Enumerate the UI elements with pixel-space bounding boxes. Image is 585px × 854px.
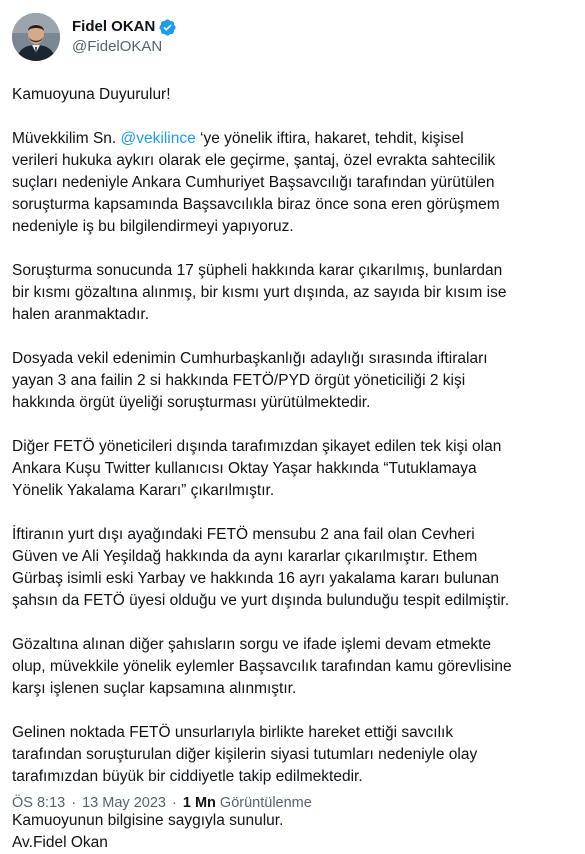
tweet-paragraph-7: Gözaltına alınan diğer şahısların sorgu ve ifade işlemi devam etmekte olup, müvekkile yönelik eylemler Başsavcılık tarafından kamu görevlisine karşı işlenen suçlar kapsamına alınmıştır. — [12, 636, 512, 697]
meta-separator: · — [71, 795, 77, 811]
tweet-paragraph-9: Kamuoyunun bilgisine saygıyla sunulur. Av.Fidel Okan — [12, 812, 284, 851]
tweet-paragraph-2-post: ‘ye yönelik iftira, hakaret, tehdit, kişisel verileri hukuka aykırı olarak ele geçirme, şantaj, özel evrakta sahtecilik suçları nedeniyle Ankara Cumhuriyet Başsavcılığı tarafından yürütülen soruşturma kapsamında Başsavcılıkla biraz önce sona eren görüşmem nedeniyle iş bu bilgilendirmeyi yapıyoruz. — [12, 130, 500, 235]
verified-badge-icon — [158, 18, 177, 37]
meta-separator-2: · — [171, 795, 177, 811]
tweet-paragraph-3: Soruşturma sonucunda 17 şüpheli hakkında karar çıkarılmış, bunlardan bir kısmı gözaltına alınmış, bir kısmı yurt dışında, az sayıda bir kısım ise halen aranmaktadır. — [12, 262, 507, 323]
tweet-paragraph-4: Dosyada vekil edenimin Cumhurbaşkanlığı adaylığı sırasında iftiraları yayan 3 ana failin 2 si hakkında FETÖ/PYD örgüt yöneticiliği 2 kişi hakkında örgüt üyeliği soruşturması yürütülmektedir. — [12, 350, 488, 411]
tweet-paragraph-6: İftiranın yurt dışı ayağındaki FETÖ mensubu 2 ana fail olan Cevheri Güven ve Ali Yeşildağ hakkında da aynı kararlar çıkarılmıştır. Ethem Gürbaş isimli eski Yarbay ve hakkında 16 ayrı yakalama kararı bulunan şahsın da FETÖ üyesi olduğu ve yurt dışında bulunduğu tespit edilmiştir. — [12, 526, 510, 609]
author-handle[interactable]: @FidelOKAN — [72, 38, 163, 55]
author-names — [72, 17, 177, 57]
tweet-paragraph-2-pre: Müvekkilim Sn. — [12, 130, 121, 147]
avatar[interactable] — [12, 13, 60, 61]
tweet-date[interactable]: 13 May 2023 — [82, 795, 166, 811]
author-name[interactable]: Fidel OKAN — [72, 18, 156, 35]
tweet-header — [12, 12, 573, 62]
tweet-paragraph-2 — [12, 128, 573, 238]
tweet-paragraph-8: Gelinen noktada FETÖ unsurlarıyla birlikte hareket ettiği savcılık tarafından soruşturulan diğer kişilerin siyasi tutumları nedeniyle olay tarafımızdan büyük bir ciddiyetle takip edilmektedir. — [12, 724, 478, 785]
tweet-time[interactable]: ÖS 8:13 — [12, 795, 66, 811]
avatar-image — [12, 13, 60, 61]
mention-link[interactable]: @vekilince — [120, 130, 196, 147]
tweet-paragraph-5: Diğer FETÖ yöneticileri dışında tarafımızdan şikayet edilen tek kişi olan Ankara Kuşu Twitter kullanıcısı Oktay Yaşar hakkında “Tutuklamaya Yönelik Yakalama Kararı” çıkarılmıştır. — [12, 438, 502, 499]
views-label[interactable]: Görüntülenme — [219, 795, 312, 811]
author-name-row[interactable] — [72, 17, 177, 37]
views-count[interactable]: 1 Mn — [182, 795, 216, 811]
tweet-meta — [12, 793, 312, 813]
tweet-paragraph-1: Kamuoyuna Duyurulur! — [12, 86, 171, 103]
tweet-text — [12, 84, 573, 854]
